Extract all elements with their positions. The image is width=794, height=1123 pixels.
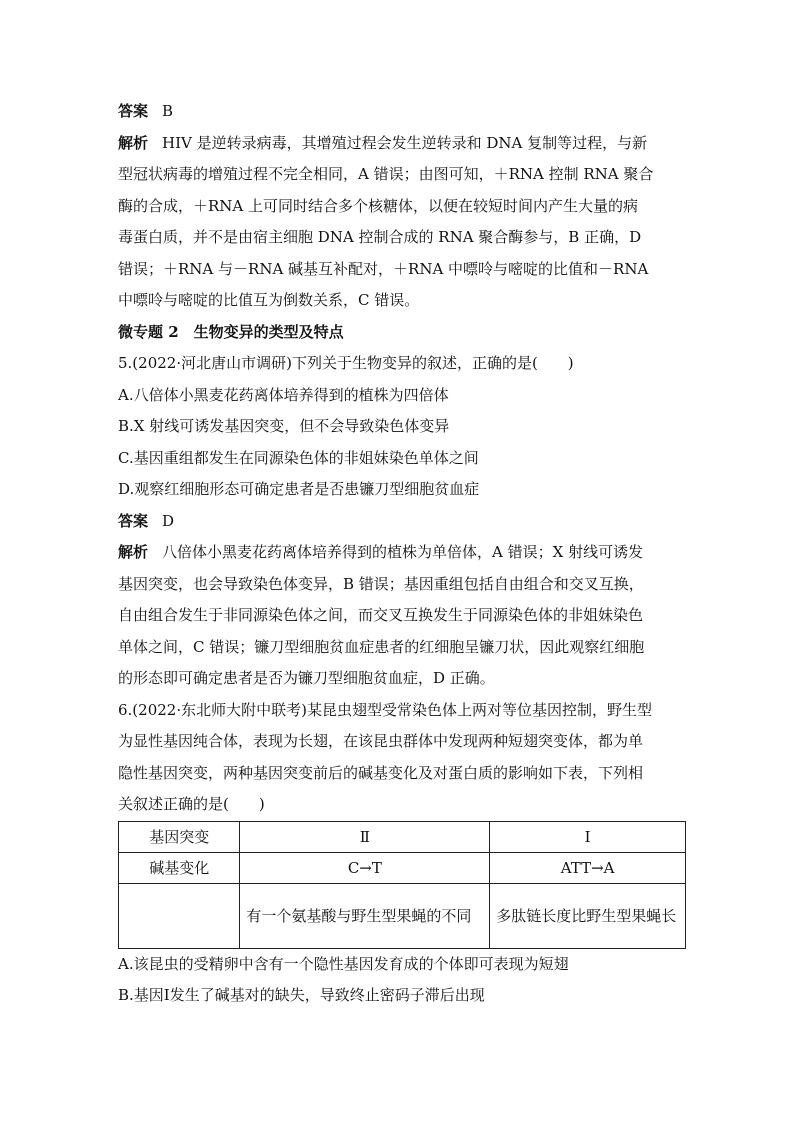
analysis-text: 错误；＋RNA 与－RNA 碱基互补配对，＋RNA 中嘌呤与嘧啶的比值和－RNA: [118, 259, 649, 278]
table-cell: C→T: [240, 852, 490, 883]
table-cell: ATT→A: [490, 852, 686, 883]
table-row: [119, 883, 686, 948]
table-cell: Ⅱ: [240, 821, 490, 852]
analysis-text: 毒蛋白质，并不是由宿主细胞 DNA 控制合成的 RNA 聚合酶参与，B 正确，D: [118, 228, 642, 246]
analysis-text: 酶的合成，＋RNA 上可同时结合多个核糖体，以便在较短时间内产生大量的病: [118, 196, 639, 215]
question-6-option-b: B.基因Ⅰ发生了碱基对的缺失，导致终止密码子滞后出现: [118, 986, 485, 1004]
analysis-text: 自由组合发生于非同源染色体之间，而交叉互换发生于同源染色体的非姐妹染色: [118, 606, 644, 624]
analysis-text: 基因突变，也会导致染色体变异，B 错误；基因重组包括自由组合和交叉互换，: [118, 574, 644, 593]
table-cell: Ⅰ: [490, 821, 686, 852]
analysis-label: 解析: [118, 543, 149, 561]
table-row: [119, 852, 686, 883]
question-5-option-d: D.观察红细胞形态可确定患者是否患镰刀型细胞贫血症: [118, 480, 480, 498]
answer-value: D: [162, 511, 175, 530]
question-5-option-b: B.X 射线可诱发基因突变，但不会导致染色体变异: [118, 417, 450, 435]
question-6-stem: 6.(2022·东北师大附中联考)某昆虫翅型受常染色体上两对等位基因控制，野生型: [118, 700, 652, 719]
question-6-stem: 关叙述正确的是( ): [118, 795, 265, 813]
topic-heading: 微专题 2 生物变异的类型及特点: [118, 322, 344, 341]
analysis-line: [118, 537, 686, 569]
analysis-text: 型冠状病毒的增殖过程不完全相同，A 错误；由图可知，＋RNA 控制 RNA 聚合: [118, 165, 654, 183]
question-5-option-a: A.八倍体小黑麦花药离体培养得到的植株为四倍体: [118, 385, 449, 404]
question-6-stem: 为显性基因纯合体，表现为长翅，在该昆虫群体中发现两种短翅突变体，都为单: [118, 732, 644, 750]
answer-label: 答案: [118, 102, 149, 120]
table-cell: [119, 883, 240, 948]
analysis-text: HIV 是逆转录病毒，其增殖过程会发生逆转录和 DNA 复制等过程，与新: [162, 133, 648, 152]
analysis-line: [118, 128, 686, 160]
table-cell: 碱基变化: [119, 852, 240, 883]
analysis-text: 的形态即可确定患者是否为镰刀型细胞贫血症，D 正确。: [118, 669, 495, 687]
question-6-stem: 隐性基因突变，两种基因突变前后的碱基变化及对蛋白质的影响如下表，下列相: [118, 763, 644, 782]
analysis-text: 中嘌呤与嘧啶的比值互为倒数关系，C 错误。: [118, 291, 420, 309]
question-5-stem: 5.(2022·河北唐山市调研)下列关于生物变异的叙述，正确的是( ): [118, 354, 574, 372]
table-cell: 多肽链长度比野生型果蝇长: [490, 883, 686, 948]
table-row: [119, 821, 686, 852]
answer-line-2: [118, 506, 686, 538]
table-cell: 基因突变: [119, 821, 240, 852]
document-page: [118, 96, 686, 1012]
analysis-label: 解析: [118, 133, 149, 152]
mutation-table: [118, 821, 686, 949]
question-6-option-a: A.该昆虫的受精卵中含有一个隐性基因发育成的个体即可表现为短翅: [118, 954, 569, 973]
analysis-text: 八倍体小黑麦花药离体培养得到的植株为单倍体，A 错误；X 射线可诱发: [162, 543, 644, 561]
answer-value: B: [162, 102, 174, 120]
answer-label: 答案: [118, 511, 149, 530]
answer-line-1: [118, 96, 686, 128]
analysis-text: 单体之间，C 错误；镰刀型细胞贫血症患者的红细胞呈镰刀状，因此观察红细胞: [118, 637, 645, 656]
question-5-option-c: C.基因重组都发生在同源染色体的非姐妹染色单体之间: [118, 448, 479, 467]
table-cell: 有一个氨基酸与野生型果蝇的不同: [240, 883, 490, 948]
